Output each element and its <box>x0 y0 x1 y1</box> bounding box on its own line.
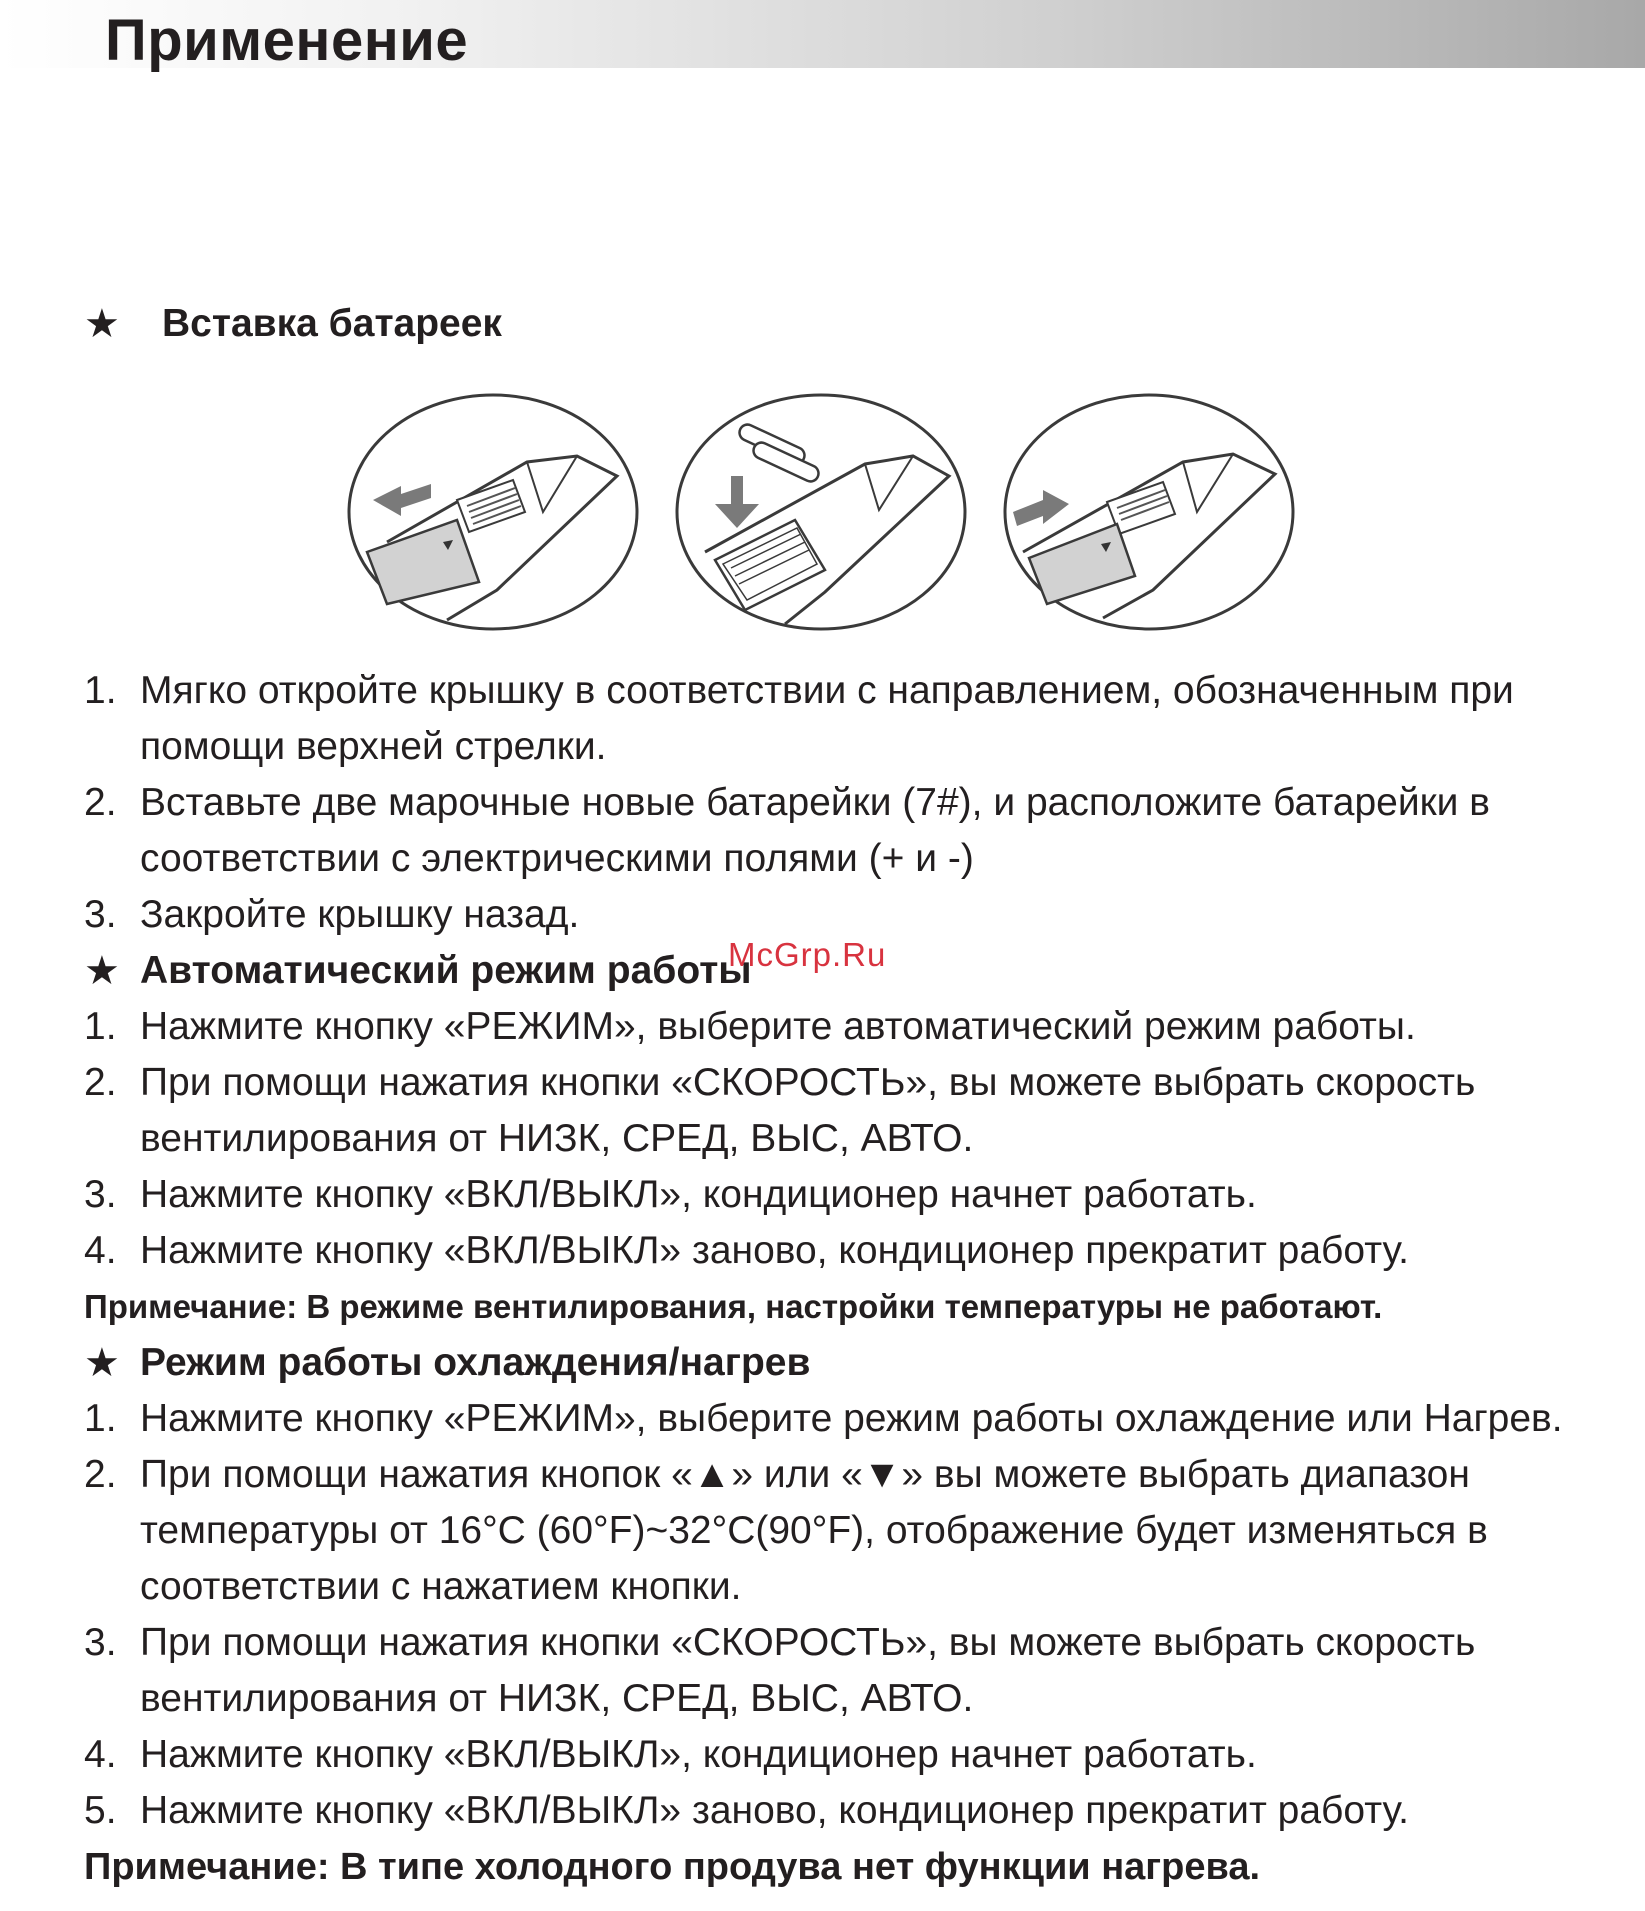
battery-illustrations <box>347 392 1584 637</box>
star-icon: ★ <box>84 1341 120 1385</box>
auto-steps <box>84 999 1584 1279</box>
section-heading-text: Автоматический режим работы <box>140 949 752 992</box>
note-cooling: Примечание: В типе холодного продува нет функции нагрева. <box>84 1846 1261 1888</box>
note-auto: Примечание: В режиме вентилирования, настройки температуры не работают. <box>84 1288 1383 1325</box>
list-item: 3. При помощи нажатия кнопки «СКОРОСТЬ», вы можете выбрать скорость вентилирования от НИЗК, СРЕД, ВЫС, АВТО. <box>84 1621 1476 1720</box>
cooling-steps <box>84 1391 1584 1839</box>
list-item: 3. Закройте крышку назад. <box>84 893 580 936</box>
watermark: McGrp.Ru <box>728 936 887 973</box>
section-heading-cooling <box>84 1335 1584 1391</box>
list-item: 2. При помощи нажатия кнопок «▲» или «▼» вы можете выбрать диапазон температуры от 16°C (60°F)~32°C(90°F), отображение будет изменяться в соответствии с нажатием кнопки. <box>84 1453 1488 1608</box>
section-heading-batteries <box>84 296 1584 352</box>
list-item: 5. Нажмите кнопку «ВКЛ/ВЫКЛ» заново, кондиционер прекратит работу. <box>84 1789 1409 1832</box>
list-item: 1. Мягко откройте крышку в соответствии с направлением, обозначенным при помощи верхней стрелки. <box>84 669 1514 768</box>
list-item: 1. Нажмите кнопку «РЕЖИМ», выберите автоматический режим работы. <box>84 1005 1416 1048</box>
list-item: 4. Нажмите кнопку «ВКЛ/ВЫКЛ» заново, кондиционер прекратит работу. <box>84 1229 1409 1272</box>
open-cover-illustration <box>347 392 639 632</box>
content <box>84 296 1584 1895</box>
list-item: 1. Нажмите кнопку «РЕЖИМ», выберите режим работы охлаждение или Нагрев. <box>84 1397 1563 1440</box>
insert-batteries-illustration <box>675 392 967 632</box>
page-title: Применение <box>105 8 469 73</box>
section-heading-text: Вставка батареек <box>162 302 502 345</box>
list-item: 2. Вставьте две марочные новые батарейки (7#), и расположите батарейки в соответствии с электрическими полями (+ и -) <box>84 781 1491 880</box>
list-item: 3. Нажмите кнопку «ВКЛ/ВЫКЛ», кондиционер начнет работать. <box>84 1173 1257 1216</box>
close-cover-illustration <box>1003 392 1295 632</box>
star-icon: ★ <box>84 302 120 346</box>
list-item: 4. Нажмите кнопку «ВКЛ/ВЫКЛ», кондиционер начнет работать. <box>84 1733 1257 1776</box>
list-item: 2. При помощи нажатия кнопки «СКОРОСТЬ», вы можете выбрать скорость вентилирования от НИЗК, СРЕД, ВЫС, АВТО. <box>84 1061 1476 1160</box>
section-heading-text: Режим работы охлаждения/нагрев <box>140 1341 811 1384</box>
battery-steps <box>84 663 1584 943</box>
star-icon: ★ <box>84 949 120 993</box>
